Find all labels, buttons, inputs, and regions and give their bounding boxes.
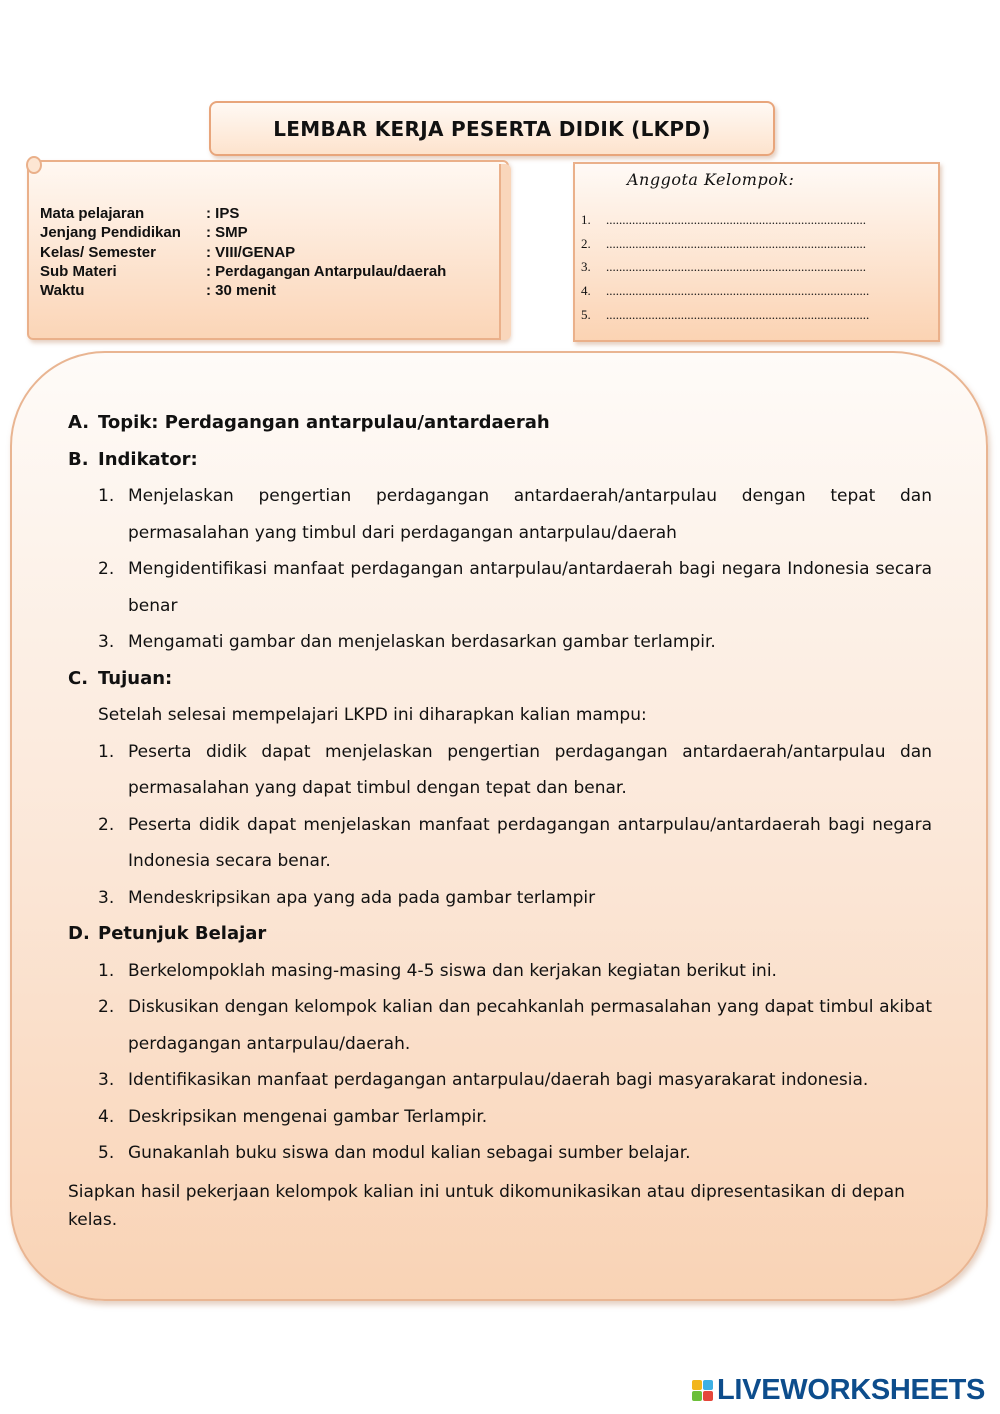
section-topic-title: Topik: Perdagangan antarpulau/antardaerah xyxy=(98,412,550,433)
info-row-submaterial: Sub Materi : Perdagangan Antarpulau/daerah xyxy=(40,262,447,280)
info-row-class: Kelas/ Semester : VIII/GENAP xyxy=(40,243,296,261)
member-row[interactable]: 1. ................................................................................ xyxy=(581,208,869,232)
list-item: 2. Mengidentifikasi manfaat perdagangan antarpulau/antardaerah bagi negara Indonesia secara benar xyxy=(98,559,932,616)
brand-name: LIVEWORKSHEETS xyxy=(717,1374,986,1406)
list-item: 3. Mendeskripsikan apa yang ada pada gambar terlampir xyxy=(98,887,596,908)
group-members-title: Anggota Kelompok: xyxy=(627,170,795,189)
info-row-time: Waktu : 30 menit xyxy=(40,282,277,300)
logo-square-icon xyxy=(692,1391,702,1401)
scroll-edge-decoration xyxy=(499,164,511,340)
liveworksheets-logo-icon xyxy=(692,1380,713,1401)
member-blank-line[interactable]: ................................................................................ xyxy=(606,212,866,227)
logo-square-icon xyxy=(703,1380,713,1390)
list-item: 4. Deskripsikan mengenai gambar Terlampir. xyxy=(98,1106,488,1127)
member-blank-line[interactable]: ................................................................................. xyxy=(606,283,870,299)
member-row[interactable]: 2. ................................................................................ xyxy=(581,232,869,256)
member-blank-line[interactable]: ................................................................................ xyxy=(606,259,866,275)
worksheet-content xyxy=(68,405,932,1234)
objective-intro: Setelah selesai mempelajari LKPD ini diharapkan kalian mampu: xyxy=(98,705,647,725)
section-topic: A. Topik: Perdagangan antarpulau/antardaerah xyxy=(68,405,932,442)
logo-square-icon xyxy=(703,1391,713,1401)
subject-info-table xyxy=(40,204,446,300)
section-objective: C. Tujuan: xyxy=(68,661,932,698)
title-banner xyxy=(209,101,775,156)
member-row[interactable]: 4. ................................................................................. xyxy=(581,279,869,303)
closing-note: Siapkan hasil pekerjaan kelompok kalian ini untuk dikomunikasikan atau dipresentasikan di depan kelas. xyxy=(68,1181,905,1230)
list-item: 1. Menjelaskan pengertian perdagangan antardaerah/antarpulau dengan tepat dan permasalahan yang timbul dari perdagangan antarpulau/daerah xyxy=(98,486,932,543)
member-row[interactable]: 3. ................................................................................ xyxy=(581,255,869,279)
member-blank-line[interactable]: ................................................................................ xyxy=(606,235,866,251)
scroll-curl-decoration xyxy=(26,156,42,174)
list-item: 1. Berkelompoklah masing-masing 4-5 siswa dan kerjakan kegiatan berikut ini. xyxy=(98,960,777,981)
info-row-level: Jenjang Pendidikan : SMP xyxy=(40,224,248,242)
section-instructions-title: Petunjuk Belajar xyxy=(98,923,267,944)
group-members-list xyxy=(581,208,869,327)
list-item: 3. Identifikasikan manfaat perdagangan antarpulau/daerah bagi masyarakarat indonesia. xyxy=(98,1070,869,1090)
section-indicator: B. Indikator: xyxy=(68,442,932,479)
info-row-subject: Mata pelajaran : IPS xyxy=(40,205,240,222)
list-item: 5. Gunakanlah buku siswa dan modul kalian sebagai sumber belajar. xyxy=(98,1143,691,1163)
liveworksheets-logo[interactable] xyxy=(692,1374,985,1407)
member-blank-line[interactable]: ................................................................................. xyxy=(606,306,870,322)
member-row[interactable]: 5. ................................................................................. xyxy=(581,303,869,327)
list-item: 2. Diskusikan dengan kelompok kalian dan pecahkanlah permasalahan yang dapat timbul akibat perdagangan antarpulau/daerah. xyxy=(98,997,932,1054)
section-indicator-title: Indikator: xyxy=(98,448,198,470)
list-item: 3. Mengamati gambar dan menjelaskan berdasarkan gambar terlampir. xyxy=(98,632,716,652)
logo-square-icon xyxy=(692,1380,702,1390)
group-members-panel xyxy=(573,162,940,342)
page-title: LEMBAR KERJA PESERTA DIDIK (LKPD) xyxy=(273,116,711,141)
list-item: 2. Peserta didik dapat menjelaskan manfaat perdagangan antarpulau/antardaerah bagi negara Indonesia secara benar. xyxy=(98,814,932,871)
list-item: 1. Peserta didik dapat menjelaskan pengertian perdagangan antardaerah/antarpulau dan permasalahan yang dapat timbul dengan tepat dan benar. xyxy=(98,741,932,798)
subject-info-panel xyxy=(27,160,509,340)
section-instructions: D. Petunjuk Belajar xyxy=(68,916,932,953)
section-objective-title: Tujuan: xyxy=(98,667,173,689)
